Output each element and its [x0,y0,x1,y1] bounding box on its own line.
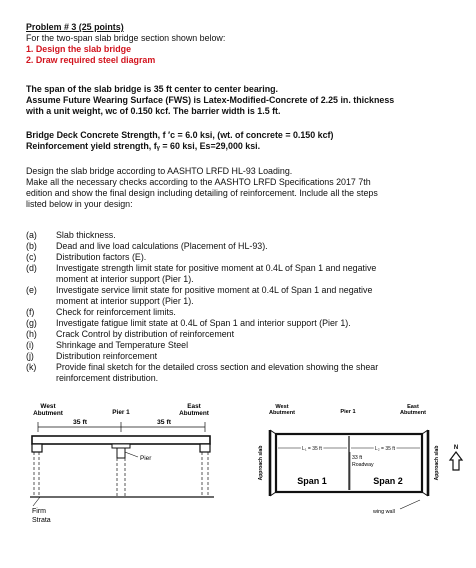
west-abutment-label-2: Abutment [33,410,63,417]
firm-strata-label-2: Strata [32,517,51,524]
step-tag: (a) [26,230,37,240]
north-arrow-icon [450,452,462,470]
step-tag: (f) [26,307,35,317]
step-text-cont: moment at interior support (Pier 1). [56,274,194,284]
step-text: Investigate fatigue limit state at 0.4L of Span 1 and interior support (Pier 1). [56,318,351,328]
plan-l2-dimension: L₂ = 35 ft [374,446,396,452]
step-tag: (b) [26,241,37,251]
step-text: Dead and live load calculations (Placement of HL-93). [56,241,268,251]
spec-line-3: with a unit weight, wᴄ of 0.150 kcf. The barrier width is 1.5 ft. [26,106,281,116]
west-abutment-cap [32,444,42,452]
pier-leader [125,452,138,457]
step-text: Distribution reinforcement [56,351,158,361]
plan-east-abutment-label-2: Abutment [399,410,427,416]
list-item [26,285,378,307]
step-text: Investigate strength limit state for positive moment at 0.4L of Span 1 and negative [56,263,377,273]
plan-l1-dimension: L₁ = 35 ft [302,446,322,452]
step-tag: (g) [26,318,37,328]
east-abutment-cap [200,444,210,452]
step-text: Provide final sketch for the detailed cross section and elevation showing the shear [56,362,379,372]
east-abutment-label-2: Abutment [179,410,209,417]
step-text: Distribution factors (E). [56,252,147,262]
north-label: N [453,445,459,451]
task-design: 1. Design the slab bridge [26,44,132,54]
step-tag: (c) [26,252,37,262]
span1-dimension: 35 ft [73,419,87,426]
material-line-1: Bridge Deck Concrete Strength, f ′c = 6.0 ksi, (wt. of concrete = 0.150 kcf) [26,130,334,140]
plan-pier1-label: Pier 1 [340,409,356,415]
step-text: Investigate service limit state for positive moment at 0.4L of Span 1 and negative [56,285,373,295]
pier1-label: Pier 1 [112,409,130,416]
list-item [26,340,378,351]
wing-wall-leader [400,500,420,509]
pier-cap [112,444,130,448]
design-steps-list [26,230,378,384]
step-tag: (d) [26,263,37,273]
step-text: Crack Control by distribution of reinforcement [56,329,235,339]
piles [34,452,208,496]
bridge-deck [32,436,210,444]
roadway-width: 33 ft [352,455,363,461]
plan-east-abutment-label: East [407,404,419,410]
span2-dimension: 35 ft [157,419,171,426]
spec-line-2: Assume Future Wearing Surface (FWS) is Latex-Modified-Concrete of 2.25 in. thickness [26,95,395,105]
wing-wall-label: wing wall [373,509,395,515]
material-spec [26,130,333,152]
list-item [26,241,378,252]
list-item [26,329,378,340]
problem-title: Problem # 3 (25 points) [26,22,124,32]
span2-label: Span 2 [373,476,403,486]
step-tag: (h) [26,329,37,339]
list-item [26,230,378,241]
list-item [26,351,378,362]
step-text: Check for reinforcement limits. [56,307,176,317]
plan-west-abutment-label: West [275,404,289,410]
plan-west-abutment-label-2: Abutment [268,410,296,416]
step-text: Slab thickness. [56,230,116,240]
task-steel-diagram: 2. Draw required steel diagram [26,55,156,65]
design-line-2: Make all the necessary checks according to the AASHTO LRFD Specifications 2017 7th [26,177,371,187]
header [26,22,225,66]
approach-slab-right: Approach slab [434,445,440,481]
strata-leader [33,497,40,506]
list-item [26,252,378,263]
material-line-2: Reinforcement yield strength, fᵧ = 60 ksi, Es=29,000 ksi. [26,141,261,151]
elevation-diagram [28,400,236,525]
step-tag: (e) [26,285,37,295]
roadway-label: Roadway [352,462,374,468]
list-item [26,362,378,384]
pier-label: Pier [140,455,152,462]
design-line-3: edition and show the final design including detailing of reinforcement. Include all the steps [26,188,378,198]
intro-text: For the two-span slab bridge section shown below: [26,33,226,43]
step-text-cont: moment at interior support (Pier 1). [56,296,194,306]
spec-line-1: The span of the slab bridge is 35 ft center to center bearing. [26,84,279,94]
step-text-cont: reinforcement distribution. [56,373,159,383]
plan-diagram [250,400,465,528]
east-abutment-label: East [187,403,201,410]
approach-slab-left: Approach slab [258,445,264,481]
span-dimension-line [38,422,205,432]
list-item [26,263,378,285]
list-item [26,318,378,329]
design-instructions [26,166,378,210]
pier-column [117,448,125,458]
design-line-1: Design the slab bridge according to AASHTO LRFD HL-93 Loading. [26,166,293,176]
span1-label: Span 1 [297,476,327,486]
design-line-4: listed below in your design: [26,199,133,209]
step-text: Shrinkage and Temperature Steel [56,340,189,350]
span-spec [26,84,394,117]
step-tag: (j) [26,351,34,361]
step-tag: (i) [26,340,34,350]
list-item [26,307,378,318]
step-tag: (k) [26,362,37,372]
firm-strata-label: Firm [32,508,46,515]
west-abutment-label: West [40,403,56,410]
